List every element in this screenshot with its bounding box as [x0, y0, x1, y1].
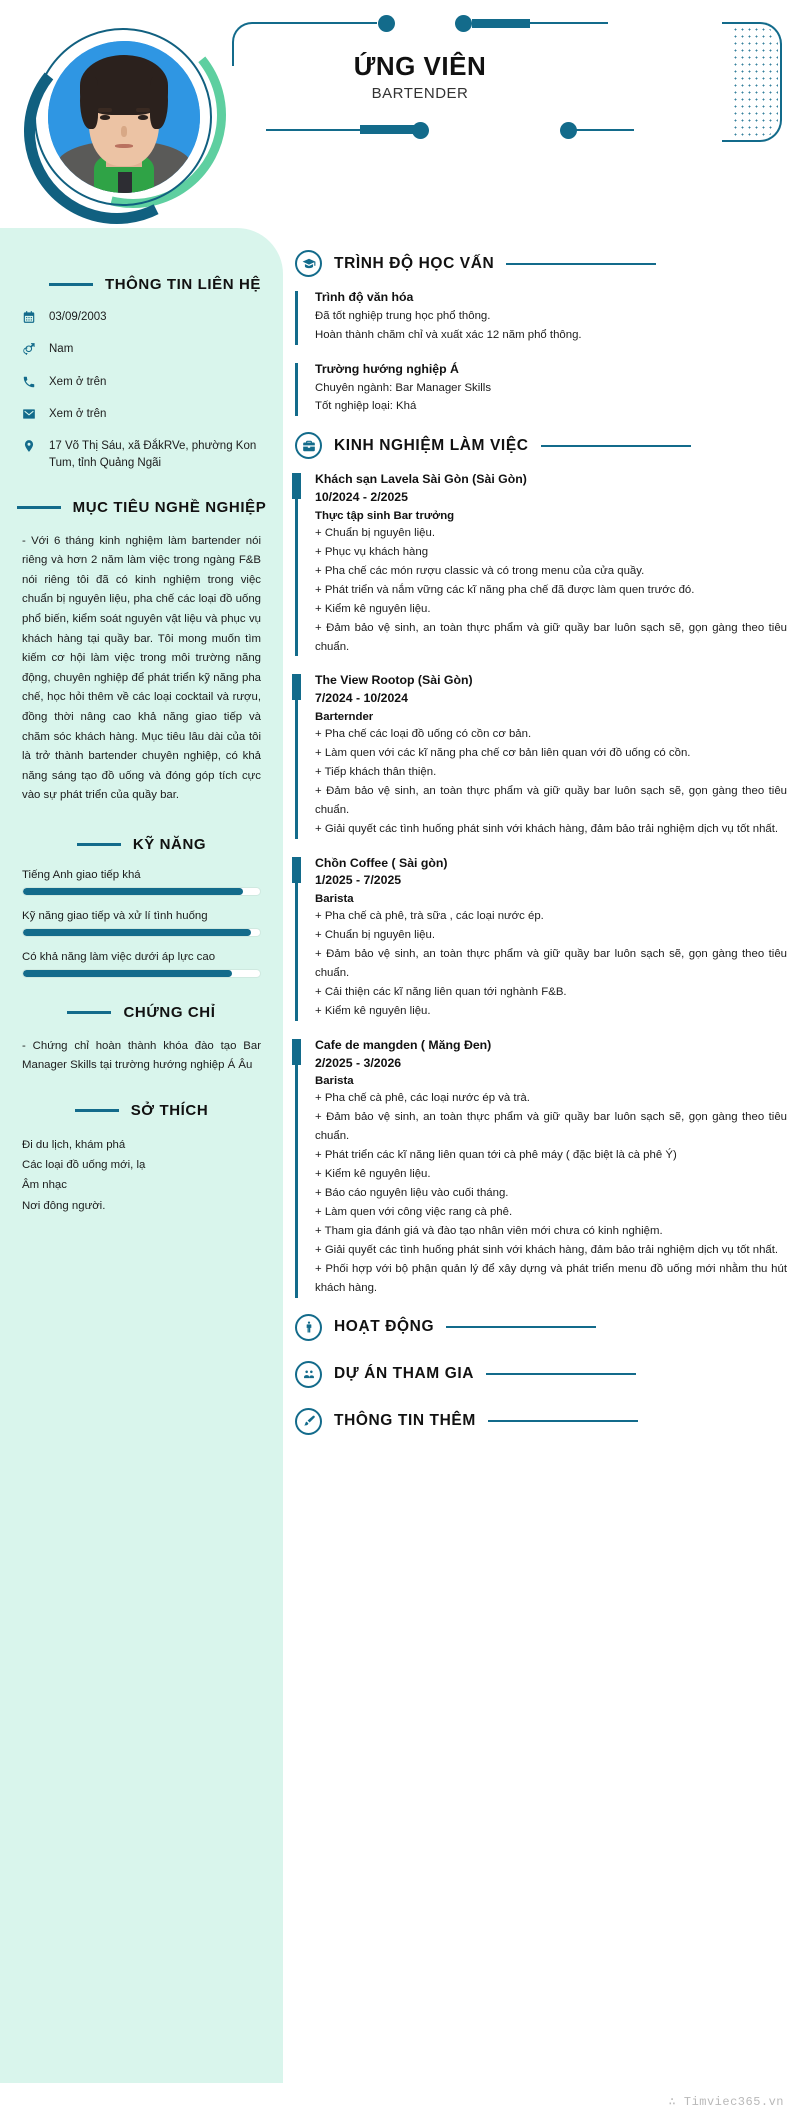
- job-line: + Phục vụ khách hàng: [315, 545, 429, 558]
- graduation-cap-icon: [295, 250, 322, 277]
- divider: [486, 1373, 636, 1375]
- skill-label: Tiếng Anh giao tiếp khá: [22, 869, 141, 882]
- main-column: [295, 228, 787, 1455]
- section-title-contact: THÔNG TIN LIÊN HỆ: [104, 276, 261, 293]
- section-title-education: TRÌNH ĐỘ HỌC VẤN: [334, 254, 495, 272]
- section-header-skills: [22, 836, 261, 853]
- section-header-objective: [22, 498, 267, 516]
- skill-progress-track: [22, 969, 261, 978]
- contact-item-address: [22, 438, 261, 473]
- job-line: + Tiếp khách thân thiện.: [315, 765, 437, 778]
- job-role: Thực tập sinh Bar trưởng: [315, 510, 455, 522]
- skill-item: [22, 951, 261, 978]
- education-title: Trường hướng nghiệp Á: [315, 361, 459, 376]
- divider: [541, 445, 691, 447]
- divider: [17, 506, 61, 509]
- contact-item-birthday: [22, 309, 261, 326]
- job-line: + Phát triển và nắm vững các kĩ năng pha chế đã được làm quen trước đó.: [315, 583, 695, 596]
- people-icon: [295, 1361, 322, 1388]
- divider: [75, 1109, 119, 1112]
- section-title-experience: KINH NGHIỆM LÀM VIỆC: [334, 436, 529, 454]
- skill-progress-track: [22, 887, 261, 896]
- job-line: + Pha chế cà phê, các loại nước ép và trà.: [315, 1092, 530, 1105]
- skill-progress-track: [22, 928, 261, 937]
- job-date: 7/2024 - 10/2024: [315, 691, 408, 706]
- decor-line-bottom-left: [266, 129, 364, 131]
- candidate-role: BARTENDER: [371, 84, 469, 102]
- job-line: + Kiểm kê nguyên liệu.: [315, 1004, 431, 1017]
- gender-icon: [22, 342, 38, 358]
- job-line: + Giải quyết các tình huống phát sinh với khách hàng, đảm bảo trải nghiệm dịch vụ tốt nhất.: [315, 822, 779, 835]
- decor-bar-top: [472, 19, 530, 28]
- job-company: Khách sạn Lavela Sài Gòn (Sài Gòn): [315, 472, 527, 487]
- job-date: 1/2025 - 7/2025: [315, 873, 402, 888]
- experience-entry: [295, 471, 787, 656]
- section-title-activities: HOẠT ĐỘNG: [334, 1318, 435, 1336]
- section-header-hobbies: [22, 1102, 261, 1119]
- skill-item: [22, 910, 261, 937]
- contact-value: 17 Võ Thị Sáu, xã ĐắkRVe, phường Kon Tum, tỉnh Quảng Ngãi: [49, 440, 257, 470]
- education-line: Đã tốt nghiệp trung học phổ thông.: [315, 309, 491, 322]
- experience-entry: [295, 672, 787, 838]
- job-line: + Kiểm kê nguyên liệu.: [315, 602, 431, 615]
- contact-value: 03/09/2003: [49, 311, 107, 323]
- job-line: + Đảm bảo vệ sinh, an toàn thực phẩm và giữ quầy bar luôn sạch sẽ, gọn gàng theo tiêu chuẩn.: [315, 948, 787, 980]
- phone-icon: [22, 375, 38, 391]
- skills-list: [22, 869, 261, 978]
- divider: [446, 1326, 596, 1328]
- job-line: + Phối hợp với bộ phận quản lý để xây dựng và phát triển menu đồ uống mới nhằm thu hút khách hàng.: [315, 1262, 787, 1294]
- section-title-projects: DỰ ÁN THAM GIA: [334, 1365, 475, 1383]
- section-title-certificates: CHỨNG CHỈ: [123, 1004, 216, 1022]
- job-line: + Pha chế cà phê, trà sữa , các loại nước ép.: [315, 910, 544, 923]
- section-header-education: [295, 250, 787, 277]
- education-line: Chuyên ngành: Bar Manager Skills: [315, 381, 492, 394]
- decor-line-top-left: [272, 22, 377, 24]
- job-date: 2/2025 - 3/2026: [315, 1055, 402, 1070]
- list-item: Đi du lịch, khám phá: [22, 1138, 126, 1151]
- watermark: ∴ Timviec365.vn: [668, 2095, 784, 2109]
- job-role: Barista: [315, 1075, 354, 1088]
- section-header-activities: [295, 1314, 787, 1341]
- job-role: Barista: [315, 893, 354, 906]
- job-line: + Giải quyết các tình huống phát sinh với khách hàng, đảm bảo trải nghiệm dịch vụ tốt nhất.: [315, 1243, 779, 1256]
- decor-dot-bottom-right: [560, 122, 577, 139]
- list-item: Âm nhạc: [22, 1179, 67, 1192]
- job-line: + Phát triển các kĩ năng liên quan tới cà phê máy ( đặc biệt là cà phê Ý): [315, 1149, 677, 1162]
- divider: [488, 1420, 638, 1422]
- divider: [49, 283, 93, 286]
- education-entry: [295, 361, 787, 417]
- job-line: + Đảm bảo vệ sinh, an toàn thực phẩm và giữ quầy bar luôn sạch sẽ, gọn gàng theo tiêu chuẩn.: [315, 1111, 787, 1143]
- job-line: + Chuẩn bị nguyên liệu.: [315, 527, 436, 539]
- contact-item-email: [22, 406, 261, 423]
- section-title-skills: KỸ NĂNG: [132, 836, 207, 854]
- job-line: + Làm quen với công việc rang cà phê.: [315, 1206, 513, 1219]
- job-line: + Cải thiện các kĩ năng liên quan tới nghành F&B.: [315, 985, 567, 998]
- contact-value: Xem ở trên: [49, 407, 107, 420]
- experience-entry: [295, 855, 787, 1021]
- name-block: [330, 52, 510, 102]
- contact-item-gender: [22, 341, 261, 358]
- location-icon: [22, 439, 38, 455]
- person-icon: [295, 1314, 322, 1341]
- list-item: Các loại đồ uống mới, lạ: [22, 1159, 146, 1172]
- contact-value: Nam: [49, 343, 74, 356]
- decor-dot-top-left: [378, 15, 395, 32]
- section-title-objective: MỤC TIÊU NGHỀ NGHIỆP: [72, 498, 267, 516]
- education-entry: [295, 289, 787, 345]
- divider: [67, 1011, 111, 1014]
- divider: [506, 263, 656, 265]
- job-company: Cafe de mangden ( Măng Đen): [315, 1037, 492, 1052]
- contact-item-phone: [22, 374, 261, 391]
- decor-dot-pattern: [732, 26, 778, 138]
- skill-label: Có khả năng làm việc dưới áp lực cao: [22, 951, 216, 964]
- job-line: + Pha chế các món rượu classic và có trong menu của cửa quầy.: [315, 564, 645, 577]
- experience-entry: [295, 1037, 787, 1298]
- section-header-certificates: [22, 1004, 261, 1021]
- skill-progress-fill: [23, 888, 243, 895]
- briefcase-icon: [295, 432, 322, 459]
- job-line: + Làm quen với các kĩ năng pha chế cơ bản liên quan với đồ uống có cồn.: [315, 747, 691, 760]
- job-line: + Chuẩn bị nguyên liệu.: [315, 929, 436, 942]
- job-line: + Đảm bảo vệ sinh, an toàn thực phẩm và giữ quầy bar luôn sạch sẽ, gọn gàng theo tiêu chuẩn.: [315, 621, 787, 653]
- education-line: Hoàn thành chăm chỉ và xuất xác 12 năm phổ thông.: [315, 328, 582, 341]
- section-header-experience: [295, 432, 787, 459]
- decor-line-bottom-right: [576, 129, 634, 131]
- candidate-name: ỨNG VIÊN: [353, 51, 487, 81]
- job-line: + Pha chế các loại đồ uống có cồn cơ bản.: [315, 728, 532, 741]
- section-header-more-info: [295, 1408, 787, 1435]
- education-line: Tốt nghiệp loại: Khá: [315, 400, 417, 413]
- job-line: + Báo cáo nguyên liệu vào cuối tháng.: [315, 1187, 509, 1200]
- section-title-hobbies: SỞ THÍCH: [130, 1101, 209, 1119]
- skill-progress-fill: [23, 929, 251, 936]
- decor-dot-bottom-left: [412, 122, 429, 139]
- education-title: Trình độ văn hóa: [315, 290, 414, 304]
- candidate-photo: [44, 37, 204, 197]
- cv-header: [0, 0, 800, 228]
- decor-arc: [232, 22, 274, 66]
- job-date: 10/2024 - 2/2025: [315, 490, 408, 505]
- skill-item: [22, 869, 261, 896]
- job-line: + Tham gia đánh giá và đào tạo nhân viên mới chưa có kinh nghiệm.: [315, 1224, 663, 1237]
- contact-list: [22, 309, 261, 473]
- skill-progress-fill: [23, 970, 232, 977]
- job-company: Chồn Coffee ( Sài gòn): [315, 855, 448, 870]
- certificates-text: - Chứng chỉ hoàn thành khóa đào tạo Bar Manager Skills tại trường hướng nghiệp Á Âu: [22, 1040, 261, 1072]
- divider: [77, 843, 121, 846]
- job-company: The View Rootop (Sài Gòn): [315, 673, 473, 688]
- empty-sections: [295, 1314, 787, 1435]
- decor-bar-bottom: [360, 125, 416, 134]
- decor-dot-top-right: [455, 15, 472, 32]
- avatar: [26, 22, 226, 222]
- section-header-projects: [295, 1361, 787, 1388]
- objective-text: - Với 6 tháng kinh nghiệm làm bartender nói riêng và hơn 2 năm làm việc trong ngàng F&B nói riêng tôi đã có kinh nghiệm trong việc chuẩn bị nguyên liệu, pha chế các loại đồ uống phổ biến, kiểm soát nguyên vật liệu và phục vụ khách hàng tại quầy bar. Tôi mong muốn tìm kiếm cơ hội làm việc trong môi trường năng động, chuyên nghiệp để phát triển kỹ năng pha chế, học hỏi thêm về các loại cocktail và rượu, đồng thời nâng cao khả năng giao tiếp và chăm sóc khách hàng. Mục tiêu lâu dài của tôi là trở thành bartender chuyên nghiệp, có khả năng sáng tạo đồ uống và đóng góp tích cực vào sự phát triển của quầy bar.: [22, 534, 261, 802]
- brush-icon: [295, 1408, 322, 1435]
- contact-value: Xem ở trên: [49, 375, 107, 388]
- job-role: Barternder: [315, 711, 374, 724]
- hobbies-list: [22, 1135, 261, 1216]
- email-icon: [22, 407, 38, 423]
- decor-line-top-right: [528, 22, 608, 24]
- list-item: Nơi đông người.: [22, 1199, 106, 1212]
- section-header-contact: [22, 276, 261, 293]
- calendar-icon: [22, 310, 38, 326]
- skill-label: Kỹ năng giao tiếp và xử lí tình huống: [22, 910, 208, 923]
- section-title-more-info: THÔNG TIN THÊM: [334, 1412, 476, 1430]
- sidebar: [0, 228, 283, 1216]
- job-line: + Đảm bảo vệ sinh, an toàn thực phẩm và giữ quầy bar luôn sạch sẽ, gọn gàng theo tiêu chuẩn.: [315, 784, 787, 816]
- job-line: + Kiểm kê nguyên liệu.: [315, 1168, 431, 1181]
